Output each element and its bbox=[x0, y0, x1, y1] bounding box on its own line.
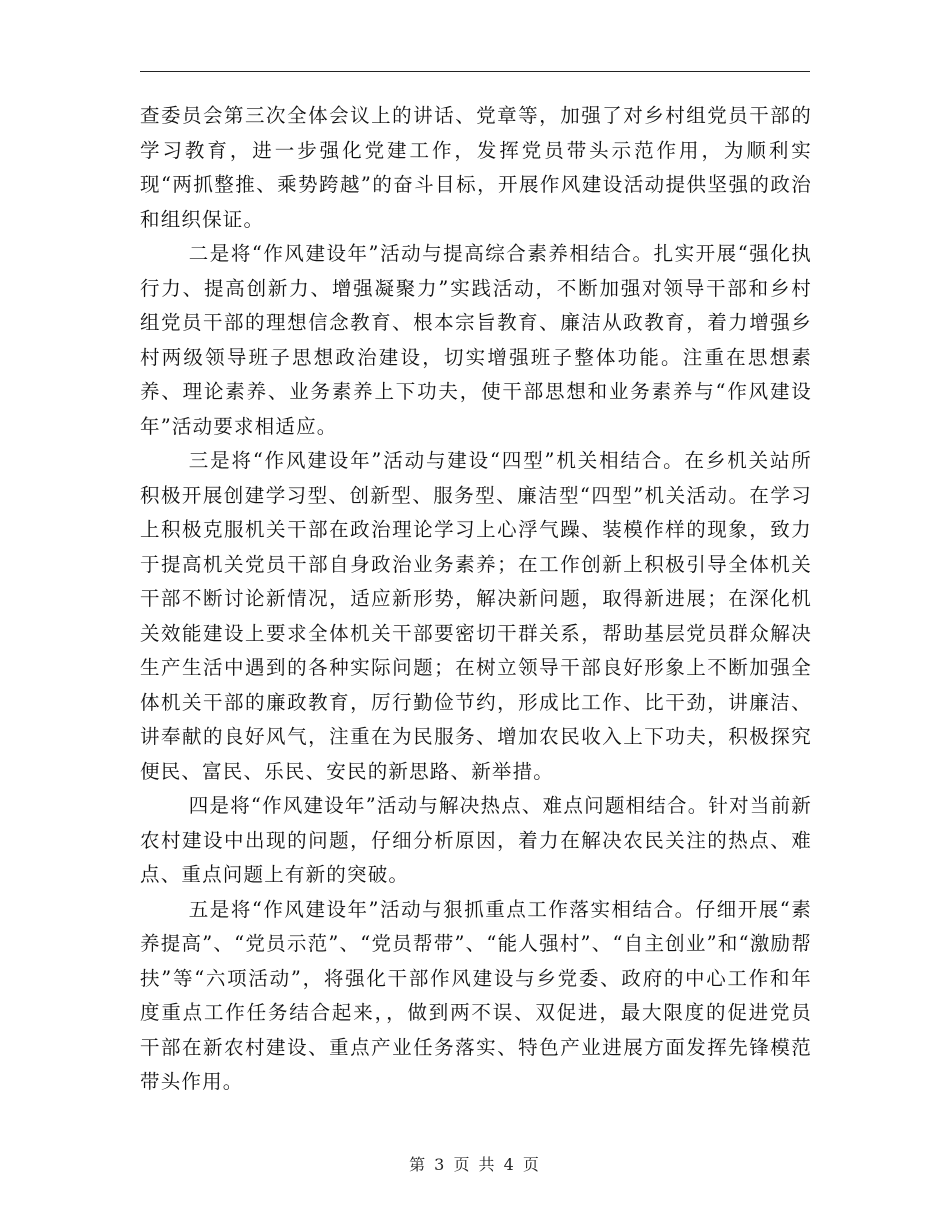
document-body bbox=[140, 99, 812, 1100]
paragraph-third-point: 三是将“作风建设年”活动与建设“四型”机关相结合。在乡机关站所积极开展创建学习型、创新型、服务型、廉洁型“四型”机关活动。在学习上积极克服机关干部在政治理论学习上心浮气躁、装模作样的现象，致力于提高机关党员干部自身政治业务素养；在工作创新上积极引导全体机关干部不断讨论新情况，适应新形势，解决新问题，取得新进展；在深化机关效能建设上要求全体机关干部要密切干群关系，帮助基层党员群众解决生产生活中遇到的各种实际问题；在树立领导干部良好形象上不断加强全体机关干部的廉政教育，厉行勤俭节约，形成比工作、比干劲，讲廉洁、讲奉献的良好风气，注重在为民服务、增加农民收入上下功夫，积极探究便民、富民、乐民、安民的新思路、新举措。 bbox=[140, 449, 812, 783]
paragraph-fifth-point: 五是将“作风建设年”活动与狠抓重点工作落实相结合。仔细开展“素养提高”、“党员示范”、“党员帮带”、“能人强村”、“自主创业”和“激励帮扶”等“六项活动”，将强化干部作风建设与乡党委、政府的中心工作和年度重点工作任务结合起来，，做到两不误、双促进，最大限度的促进党员干部在新农村建设、重点产业任务落实、特色产业进展方面发挥先锋模范带头作用。 bbox=[140, 897, 812, 1093]
header-rule bbox=[140, 71, 810, 72]
paragraph-continuation: 查委员会第三次全体会议上的讲话、党章等，加强了对乡村组党员干部的学习教育，进一步强化党建工作，发挥党员带头示范作用，为顺利实现“两抓整推、乘势跨越”的奋斗目标，开展作风建设活动提供坚强的政治和组织保证。 bbox=[140, 104, 812, 231]
paragraph-fourth-point: 四是将“作风建设年”活动与解决热点、难点问题相结合。针对当前新农村建设中出现的问题，仔细分析原因，着力在解决农民关注的热点、难点、重点问题上有新的突破。 bbox=[140, 794, 812, 886]
page-footer: 第 3 页 共 4 页 bbox=[409, 1155, 541, 1174]
paragraph-second-point: 二是将“作风建设年”活动与提高综合素养相结合。扎实开展“强化执行力、提高创新力、增强凝聚力”实践活动，不断加强对领导干部和乡村组党员干部的理想信念教育、根本宗旨教育、廉洁从政教育，着力增强乡村两级领导班子思想政治建设，切实增强班子整体功能。注重在思想素养、理论素养、业务素养上下功夫，使干部思想和业务素养与“作风建设年”活动要求相适应。 bbox=[140, 242, 812, 438]
